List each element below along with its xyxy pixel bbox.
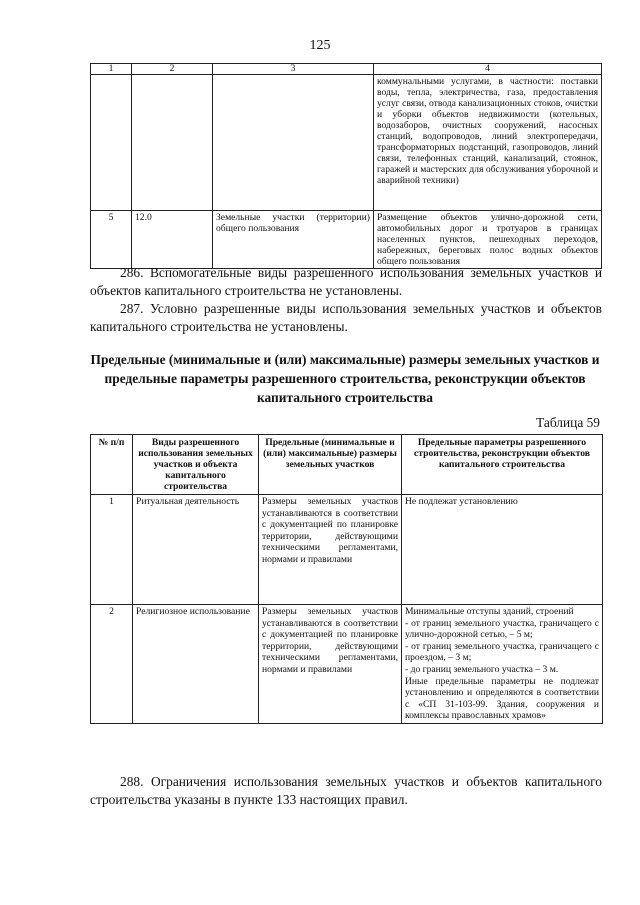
row-number: 2 xyxy=(91,605,133,724)
header-build-params: Предельные параметры разрешенного строительства, реконструкции объектов капитального строительства xyxy=(402,435,603,495)
header-number: № п/п xyxy=(91,435,133,495)
row-use-type: Ритуальная деятельность xyxy=(133,495,259,605)
column-number-4: 4 xyxy=(374,64,602,75)
row-number: 5 xyxy=(91,211,132,269)
param-line: Иные предельные параметры не подлежат установлению и определяются в соответствии с «СП 31-103-99. Здания, сооружения и комплексы православных храмов» xyxy=(405,675,599,722)
table-row xyxy=(91,605,603,724)
row-description: Размещение объектов улично-дорожной сети, автомобильных дорог и тротуаров в границах населенных пунктов, пешеходных переходов, набережных, береговых полос водных объектов общего пользования xyxy=(374,211,602,269)
row-code xyxy=(132,75,213,211)
section-title: Предельные (минимальные и (или) максимальные) размеры земельных участков и предельные параметры разрешенного строительства, реконструкции объектов капитального строительства xyxy=(90,352,600,405)
row-build-params xyxy=(402,605,603,724)
row-number xyxy=(91,75,132,211)
row-description: коммунальными услугами, в частности: поставки воды, тепла, электричества, газа, предоставления услуг связи, отвода канализационных стоков, очистки и уборки объектов недвижимости (котельных, водозаборов, очистных сооружений, насосных станций, водопроводов, линий электропередачи, трансформаторных подстанций, газопроводов, линий связи, телефонных станций, канализаций, стоянок, гаражей и мастерских для обслуживания уборочной и аварийной техники) xyxy=(374,75,602,211)
table-caption: Таблица 59 xyxy=(536,415,600,430)
land-use-table-continued xyxy=(90,63,602,269)
header-plot-sizes: Предельные (минимальные и (или) максимальные) размеры земельных участков xyxy=(259,435,402,495)
param-line: - от границ земельного участка, граничащего с проездом, – 3 м; xyxy=(405,640,599,664)
header-use-type: Виды разрешенного использования земельных участков и объекта капитального строительства xyxy=(133,435,259,495)
param-line: - до границ земельного участка – 3 м. xyxy=(405,663,559,675)
row-use-type: Религиозное использование xyxy=(133,605,259,724)
row-name: Земельные участки (территории) общего пользования xyxy=(213,211,374,269)
row-build-params: Не подлежат установлению xyxy=(402,495,603,605)
paragraph-287: 287. Условно разрешенные виды использования земельных участков и объектов капитального строительства не установлены. xyxy=(90,301,602,334)
column-number-3: 3 xyxy=(213,64,374,75)
paragraph-288: 288. Ограничения использования земельных участков и объектов капитального строительства указаны в пункте 133 настоящих правил. xyxy=(90,774,602,807)
table-header-row xyxy=(91,64,602,75)
table-header-row xyxy=(91,435,603,495)
param-line: - от границ земельного участка, граничащего с улично-дорожной сетью, – 5 м; xyxy=(405,617,599,641)
row-number: 1 xyxy=(91,495,133,605)
table-row xyxy=(91,211,602,269)
param-line: Минимальные отступы зданий, строений xyxy=(405,606,574,617)
row-name xyxy=(213,75,374,211)
table-row xyxy=(91,495,603,605)
table-row xyxy=(91,75,602,211)
column-number-2: 2 xyxy=(132,64,213,75)
row-plot-sizes: Размеры земельных участков устанавливаются в соответствии с документацией по планировке территории, действующими техническими регламентами, нормами и правилами xyxy=(259,605,402,724)
row-code: 12.0 xyxy=(132,211,213,269)
row-plot-sizes: Размеры земельных участков устанавливаются в соответствии с документацией по планировке территории, действующими техническими регламентами, нормами и правилами xyxy=(259,495,402,605)
paragraph-286: 286. Вспомогательные виды разрешенного использования земельных участков и объектов капитального строительства не установлены. xyxy=(90,265,602,298)
page-number: 125 xyxy=(309,38,331,53)
parameters-table xyxy=(90,434,603,724)
column-number-1: 1 xyxy=(91,64,132,75)
